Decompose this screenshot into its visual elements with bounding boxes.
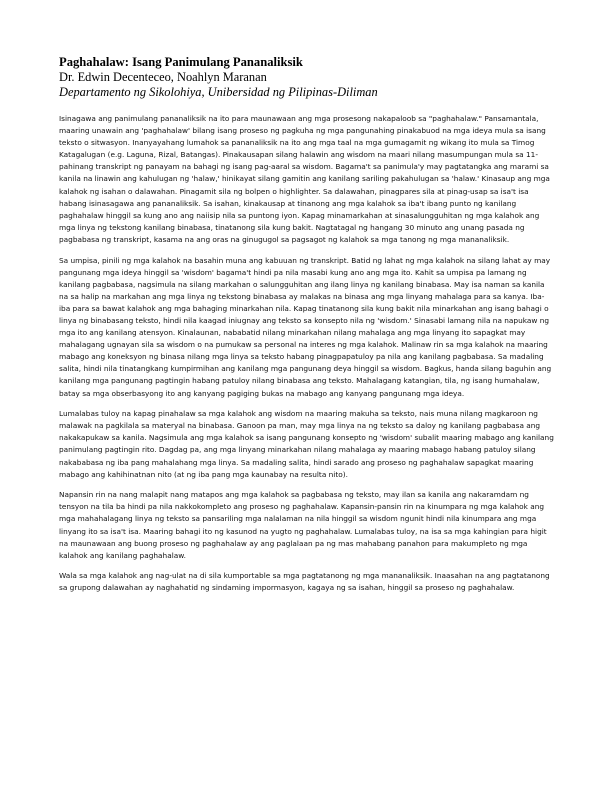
- paragraph-1: Isinagawa ang panimulang pananaliksik na ito para maunawaan ang mga prosesong nakapaloob sa "paghahalaw." Pansamantala, maaring unawain ang 'paghahalaw' bilang isang proseso ng pagkuha ng mga pangunahing pinakabuod na mga ideya mula sa isang teksto o sitwasyon. Inanyayahang lumahok sa pananaliksik na ito ang mga taal na mga gumagamit ng wikang ito mula sa Timog Katagalugan (e.g. Laguna, Rizal, Batangas). Pinakausapan silang halawin ang wisdom na maari nilang masumpungan mula sa 11-pahinang transkript ng panayam na bahagi ng isang pag-aaral sa wisdom. Bagama't sa panimula'y may pagtatangka ang marami sa kanila na linawin ang kahulugan ng 'halaw,' hinikayat silang gamitin ang kanilang sariling pakahulugan sa 'halaw.' Kinasaup ang mga kalahok ng isahan o dalawahan. Pinagamit sila ng bolpen o highlighter. Sa dalawahan, pinagpares sila at pinag-usap sa isa't isa habang isinasagawa ang pananaliksik. Sa isahan, kinakausap at tinanong ang mga kalahok sa iba't ibang punto ng kanilang paghahalaw hinggil sa kung ano ang naiisip nila sa puntong iyon. Kapag minamarkahan at sinasalungguhitan ng mga kalahok ang mga linya ng tekstong kanilang binabasa, tinatanong sila kung bakit. Nagtatagal ng hangang 30 minuto ang unang pasada ng pagbabasa ng transkript, kasama na ang oras na ginugugol sa pagsagot ng kalahok sa mga tanong ng mga mananaliksik.: [59, 114, 550, 244]
- document-header: [59, 55, 559, 100]
- document-body: [59, 113, 555, 603]
- document-department: Departamento ng Sikolohiya, Unibersidad ng Pilipinas-Diliman: [59, 85, 378, 99]
- paragraph-5: Wala sa mga kalahok ang nag-ulat na di sila kumportable sa mga pagtatanong ng mga mananaliksik. Inaasahan na ang pagtatanong sa grupong dalawahan ay naghahatid ng sindaming impormasyon, kagaya ng sa isahan, hinggil sa proseso ng paghahalaw.: [59, 571, 550, 593]
- paragraph-3: Lumalabas tuloy na kapag pinahalaw sa mga kalahok ang wisdom na maaring makuha sa teksto, nais muna nilang magkaroon ng malawak na pagkilala sa materyal na binabasa. Ganoon pa man, may mga linya na ng teksto sa daloy ng kanilang pagbabasa ang nakakapukaw sa kanila. Nagsimula ang mga kalahok sa isang pangunang konsepto ng 'wisdom' subalit maaring mabago ang kanilang panimulang pagtingin rito. Dagdag pa, ang mga linyang minarkahan nilang mahalaga ay maaring mabago habang patuloy silang nakababasa ng iba pang mahalahang mga linya. Sa madaling salita, hindi sarado ang proseso ng paghahalaw sapagkat maaring mabago ang kahihinatnan nito (at ng iba pang mga kaunabay na resulta nito).: [59, 409, 554, 479]
- document-title: Paghahalaw: Isang Panimulang Pananaliksik: [59, 55, 303, 69]
- document-authors: Dr. Edwin Decenteceo, Noahlyn Maranan: [59, 70, 267, 84]
- paragraph-4: Napansin rin na nang malapit nang matapos ang mga kalahok sa pagbabasa ng teksto, may ilan sa kanila ang nakaramdam ng tensyon na tila ba hindi pa nila nakkokompleto ang proseso ng paghahalaw. Kapansin-pansin rin na kinumpara ng mga kalahok ang mga mahahalagang linya ng teksto sa pansariling mga nalalaman na nila hinggil sa wisdom ngunit hindi nila kinumpara ang mga linyang ito sa isa't isa. Maaring bahagi ito ng kasunod na yugto ng paghahalaw. Lumalabas tuloy, na isa sa mga kahingian para higit na maunawaan ang buong proseso ng paghahalaw ay ang paglalaan pa ng mas mahabang panahon para makumpleto ng mga kalahok ang kanilang paghahalaw.: [59, 490, 547, 560]
- paragraph-2: Sa umpisa, pinili ng mga kalahok na basahin muna ang kabuuan ng transkript. Batid ng lahat ng mga kalahok na silang lahat ay may pangunang mga ideya hinggil sa 'wisdom' bagama't hindi pa nila masabi kung ano ang mga ito. Kahit sa umpisa pa lamang ng kanilang pagbabasa, nagsimula na silang markahan o salungguhitan ang ilang linya ng kanilang binabasa. May isa naman sa kanila na sa halip na markahan ang mga linya ng tekstong binabasa ay malakas na binasa ang mga linyang mahalaga para sa kanya. Iba-iba para sa bawat kalahok ang mga bahaging minarkahan nila. Kapag tinatanong sila kung bakit nila minarkahan ang isang bahagi o linya ng binabasang teksto, hindi nila kaagad iniugnay ang teksto sa konsepto nila ng 'wisdom.' Sinasabi lamang nila na napukaw ng mga ito ang kanilang atensyon. Kinalaunan, nababatid nilang minarkahan nilang mahalaga ang mga linyang ito sapagkat may mahalagang ugnayan sila sa wisdom o na pumukaw sa personal na interes ng mga kalahok. Malinaw rin sa mga kalahok na maaring mabago ang koneksyon ng binasa nilang mga linya sa teksto habang pinagpapatuloy pa nila ang kanilang pagbabasa. Sa madaling salita, hindi nila tinatangkang kumpirmihan ang kanilang mga pangunang deya hinggil sa wisdom. Bagkus, handa silang baguhin ang kanilang mga pangunang pagtingin habang patuloy nilang binabasa ang teksto. Mahalagang katangian, tila, ng isang humahalaw, batay sa mga obserbasyong ito ang kanyang pagiging bukas na mabago ang kanyang pangunang mga ideya.: [59, 255, 552, 398]
